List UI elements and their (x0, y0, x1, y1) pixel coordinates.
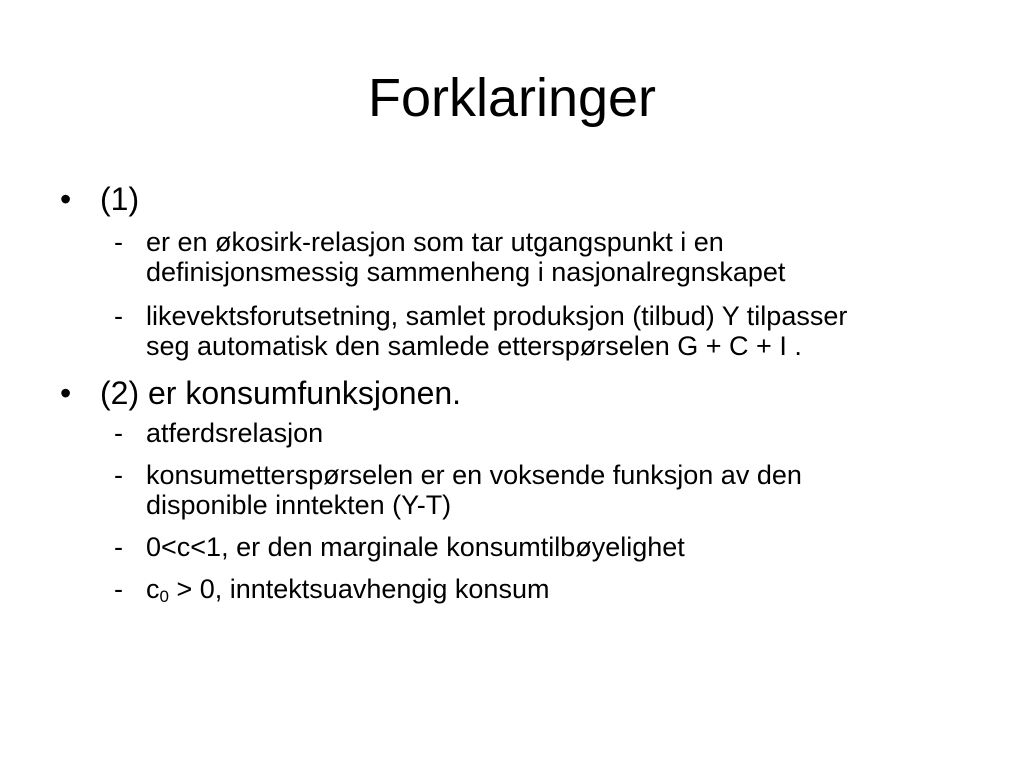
dash-icon: - (114, 301, 123, 331)
slide-content (60, 180, 980, 604)
bullet-label: (1) (100, 181, 140, 217)
bullet-label: (2) er konsumfunksjonen. (100, 375, 462, 411)
sub-item (60, 574, 980, 604)
bullet-icon: • (60, 375, 72, 411)
sub-item-text: konsumetterspørselen er en voksende funksjon av den disponible inntekten (Y-T) (146, 460, 802, 520)
dash-icon: - (114, 460, 123, 490)
sub-item (60, 301, 896, 361)
bullet-item-1 (60, 180, 980, 218)
sub-item-text: likevektsforutsetning, samlet produksjon (tilbud) Y tilpasser seg automatisk den samlede etterspørselen G + C + I . (146, 301, 848, 361)
bullet-icon: • (60, 181, 72, 217)
sub-item-text: atferdsrelasjon (146, 418, 324, 448)
sub-item (60, 227, 891, 287)
sub-item (60, 418, 980, 448)
bullet-item-2 (60, 374, 980, 412)
sub-item (60, 532, 980, 562)
sub-item (60, 460, 916, 520)
subscript: 0 (159, 587, 169, 606)
sub-item-rest: > 0, inntektsuavhengig konsum (168, 574, 550, 604)
slide-title: Forklaringer (367, 68, 657, 128)
sub-item-text (146, 574, 549, 604)
sub-item-text: 0<c<1, er den marginale konsumtilbøyelighet (146, 532, 685, 562)
dash-icon: - (114, 418, 123, 448)
consumption-symbol: c (146, 574, 160, 604)
dash-icon: - (114, 227, 123, 257)
dash-icon: - (114, 532, 123, 562)
dash-icon: - (114, 574, 123, 604)
sub-item-text: er en økosirk-relasjon som tar utgangspunkt i en definisjonsmessig sammenheng i nasjonalregnskapet (146, 227, 786, 287)
